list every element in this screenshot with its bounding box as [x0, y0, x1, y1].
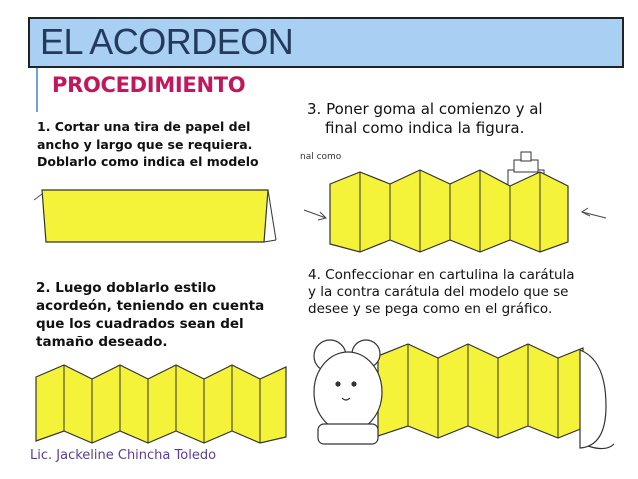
- step-4-line: desee y se pega como en el gráfico.: [308, 301, 553, 317]
- step-1-text: [37, 118, 259, 171]
- figure-mouse-accordion: [308, 328, 618, 453]
- step-4-text: [308, 267, 575, 318]
- figure-glue-accordion: [300, 140, 615, 258]
- author-footer: Lic. Jackeline Chincha Toledo: [30, 448, 217, 463]
- step-2-line: 2. Luego doblarlo estilo: [36, 280, 217, 296]
- figure-accordion: [28, 355, 296, 447]
- page-title: EL ACORDEON: [40, 21, 294, 62]
- step-4-line: y la contra carátula del modelo que se: [308, 284, 569, 300]
- step-1-line: Doblarlo como indica el modelo: [37, 154, 259, 169]
- mouse-cover-icon: [314, 340, 382, 444]
- step-2-line: acordeón, teniendo en cuenta: [36, 298, 265, 314]
- step-1-line: 1. Cortar una tira de papel del: [37, 119, 251, 134]
- figure-strip: [30, 180, 280, 255]
- accent-bar: [36, 68, 38, 112]
- step-3-line: final como indica la figura.: [325, 119, 525, 137]
- step-1-line: ancho y largo que se requiera.: [37, 136, 253, 152]
- step-4-line: 4. Confeccionar en cartulina la carátula: [308, 267, 575, 283]
- step-2-line: tamaño deseado.: [36, 334, 168, 350]
- step-2-text: [36, 279, 264, 351]
- step-2-line: que los cuadrados sean del: [36, 316, 244, 332]
- step-3-text: [307, 100, 543, 138]
- step-3-line: 3. Poner goma al comienzo y al: [307, 100, 543, 118]
- title-box: [28, 17, 624, 68]
- section-subtitle: PROCEDIMIENTO: [52, 73, 246, 97]
- figure-caption-fragment: nal como: [300, 152, 342, 162]
- back-cover-icon: [580, 350, 614, 449]
